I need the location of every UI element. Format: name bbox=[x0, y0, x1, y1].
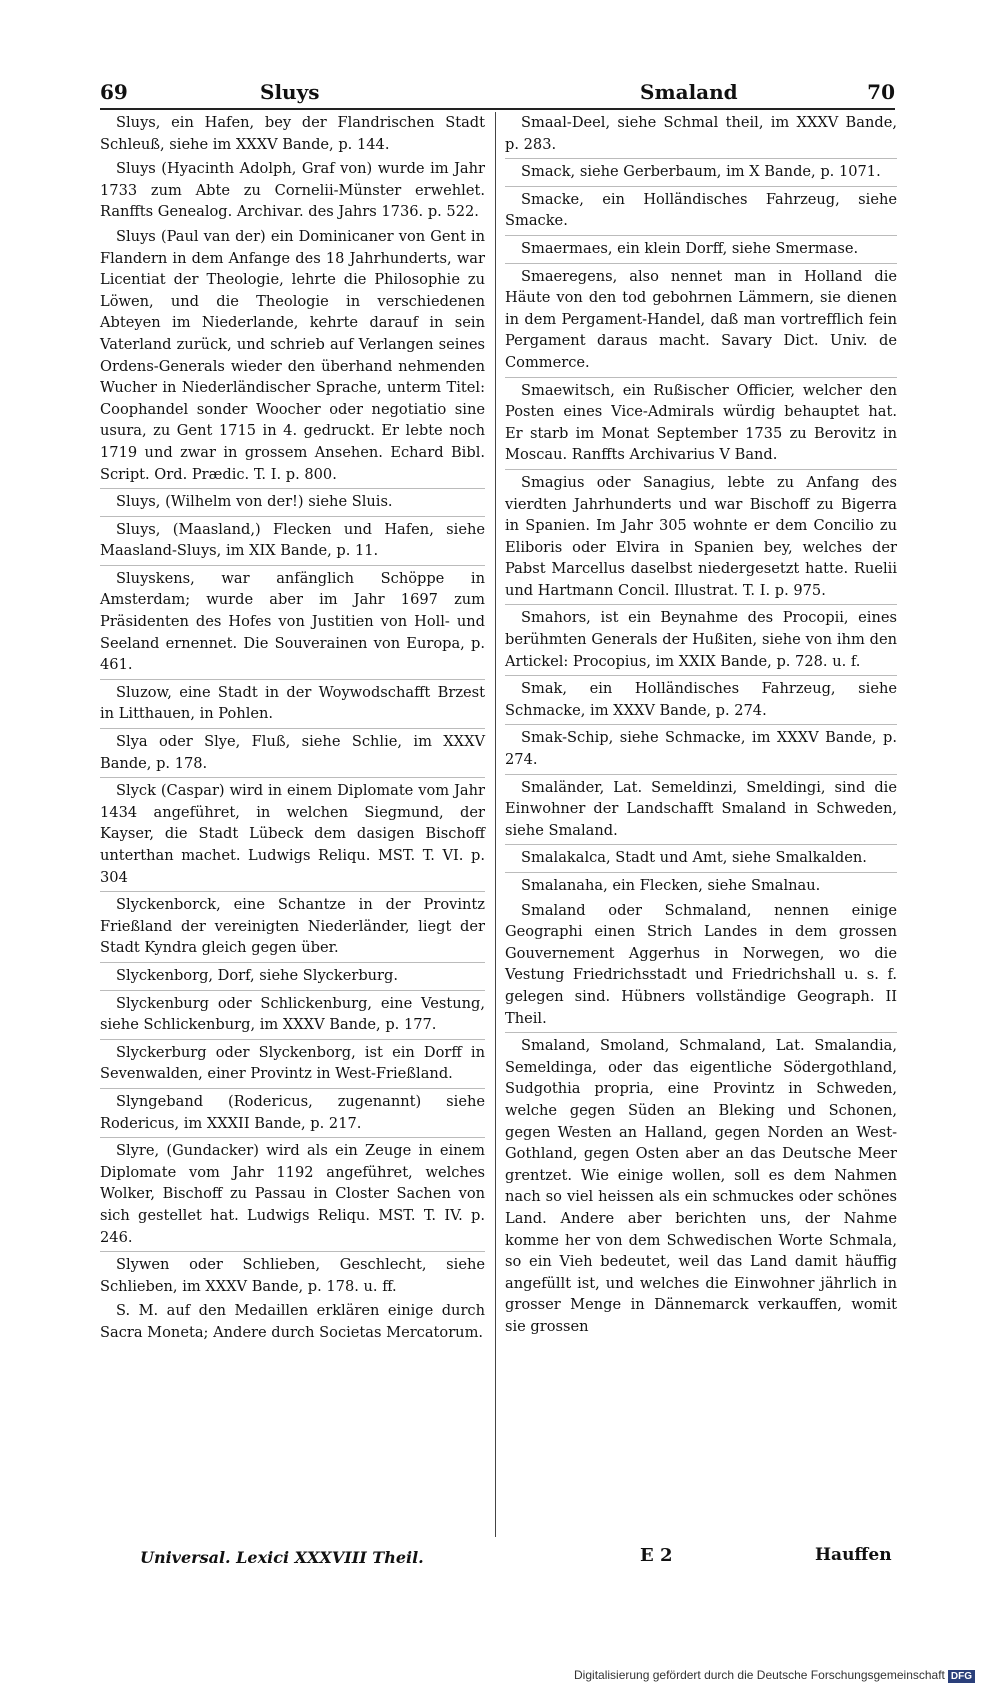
volume-footer: Universal. Lexici XXXVIII Theil. bbox=[140, 1548, 424, 1567]
signature-mark: E 2 bbox=[640, 1545, 673, 1566]
right-page-number: 70 bbox=[867, 80, 895, 104]
left-column bbox=[100, 112, 485, 1346]
entry: Sluys, (Maasland,) Flecken und Hafen, siehe Maasland-Sluys, im XIX Bande, p. 11. bbox=[100, 516, 485, 562]
entry: Sluys, (Wilhelm von der!) siehe Sluis. bbox=[100, 488, 485, 513]
entry: Sluys (Paul van der) ein Dominicaner von Gent in Flandern in dem Anfange des 18 Jahrhunderts, war Licentiat der Theologie, lehrte die Philosophie zu Löwen, und die Theologie in verschiedenen Abteyen im Niederlande, kehrte darauf in sein Vaterland zurück, und schrieb auf Verlangen seines Ordens-Generals wieder den überhand nehmenden Wucher in Niederländischer Sprache, unterm Titel: Coophandel sonder Woocher oder negotiatio sine usura, zu Gent 1715 in 4. gedruckt. Er lebte noch 1719 und zwar in grossem Ansehen. Echard Bibl. Script. Ord. Prædic. T. I. p. 800. bbox=[100, 227, 485, 483]
running-header bbox=[100, 78, 895, 110]
left-running-head: Sluys bbox=[260, 80, 320, 104]
left-page-number: 69 bbox=[100, 80, 128, 104]
entry: Smalanaha, ein Flecken, siehe Smalnau. bbox=[505, 872, 897, 897]
entry: Smak-Schip, siehe Schmacke, im XXXV Bande, p. 274. bbox=[505, 724, 897, 770]
entry: Sluyskens, war anfänglich Schöppe in Amsterdam; wurde aber im Jahr 1697 zum Präsidenten des Hofes von Justitien von Holl- und Seeland ernennet. Die Souverainen von Europa, p. 461. bbox=[100, 565, 485, 676]
entry: Smalakalca, Stadt und Amt, siehe Smalkalden. bbox=[505, 844, 897, 869]
entry: Smack, siehe Gerberbaum, im X Bande, p. 1071. bbox=[505, 158, 897, 183]
catchword: Hauffen bbox=[815, 1545, 892, 1565]
entry: S. M. auf den Medaillen erklären einige durch Sacra Moneta; Andere durch Societas Mercatorum. bbox=[100, 1302, 485, 1341]
entry: Smaland, Smoland, Schmaland, Lat. Smalandia, Semeldinga, oder das eigentliche Södergothland, Sudgothia propria, eine Provintz in Schweden, welche gegen Süden an Bleking und Schonen, gegen Westen an Halland, gegen Norden an West-Gothland, gegen Osten aber an das Deutsche Meer grentzet. Wie einige wollen, soll es dem Nahmen nach so viel heissen als ein schmuckes oder schönes Land. Andere aber berichten uns, der Nahme komme her von dem Schwedischen Worte Schmala, so ein Vieh bedeutet, weil das Land damit häuffig angefüllt ist, und welches die Einwohner jährlich in grosser Menge in Dännemarck verkauffen, womit sie grossen bbox=[505, 1032, 897, 1337]
right-running-head: Smaland bbox=[640, 80, 738, 104]
entry: Smaewitsch, ein Rußischer Officier, welcher den Posten eines Vice-Admirals würdig behauptet hat. Er starb im Monat September 1735 zu Berovitz in Moscau. Ranffts Archivarius V Band. bbox=[505, 377, 897, 466]
entry: Slyckenborg, Dorf, siehe Slyckerburg. bbox=[100, 962, 485, 987]
entry: Sluys (Hyacinth Adolph, Graf von) wurde im Jahr 1733 zum Abte zu Cornelii-Münster erwehlet. Ranffts Genealog. Archivar. des Jahrs 1736. p. 522. bbox=[100, 160, 485, 221]
entry: Slyckenburg oder Schlickenburg, eine Vestung, siehe Schlickenburg, im XXXV Bande, p. 177. bbox=[100, 990, 485, 1036]
entry: Slyngeband (Rodericus, zugenannt) siehe Rodericus, im XXXII Bande, p. 217. bbox=[100, 1088, 485, 1134]
entry: Smak, ein Holländisches Fahrzeug, siehe Schmacke, im XXXV Bande, p. 274. bbox=[505, 675, 897, 721]
entry: Smaland oder Schmaland, nennen einige Geographi einen Strich Landes in dem grossen Gouvernement Aggerhus in Norwegen, wo die Vestung Friedrichsstadt und Friedrichshall u. s. f. gelegen sind. Hübners vollständige Geograph. II Theil. bbox=[505, 901, 897, 1027]
entry: Slyre, (Gundacker) wird als ein Zeuge in einem Diplomate vom Jahr 1192 angeführet, welches Wolker, Bischoff zu Passau in Closter Sachen von sich gestellet hat. Ludwigs Reliqu. MST. T. IV. p. 246. bbox=[100, 1137, 485, 1248]
digitization-credit bbox=[495, 1668, 975, 1686]
entry: Slyckenborck, eine Schantze in der Provintz Frießland der vereinigten Niederländer, liegt der Stadt Kyndra gleich gegen über. bbox=[100, 891, 485, 959]
entry: Smaländer, Lat. Semeldinzi, Smeldingi, sind die Einwohner der Landschafft Smaland in Schweden, siehe Smaland. bbox=[505, 774, 897, 842]
entry: Smaeregens, also nennet man in Holland die Häute von den tod gebohrnen Lämmern, sie dienen in dem Pergament-Handel, daß man vortrefflich fein Pergament daraus macht. Savary Dict. Univ. de Commerce. bbox=[505, 263, 897, 374]
column-divider bbox=[495, 112, 496, 1537]
digitization-note: Digitalisierung gefördert durch die Deutsche Forschungsgemeinschaft bbox=[574, 1668, 945, 1682]
entry: Smahors, ist ein Beynahme des Procopii, eines berühmten Generals der Hußiten, siehe von ihm den Artickel: Procopius, im XXIX Bande, p. 728. u. f. bbox=[505, 604, 897, 672]
entry: Smacke, ein Holländisches Fahrzeug, siehe Smacke. bbox=[505, 186, 897, 232]
right-column bbox=[505, 112, 897, 1340]
entry: Smagius oder Sanagius, lebte zu Anfang des vierdten Jahrhunderts und war Bischoff zu Bigerra in Spanien. Im Jahr 305 wohnte er dem Concilio zu Eliboris oder Elvira in Spanien bey, welches der Pabst Marcellus daselbst niedergesetzt hatte. Ruelii und Hartmann Concil. Illustrat. T. I. p. 975. bbox=[505, 469, 897, 602]
entry: Smaal-Deel, siehe Schmal theil, im XXXV Bande, p. 283. bbox=[505, 114, 897, 153]
entry: Slyck (Caspar) wird in einem Diplomate vom Jahr 1434 angeführet, in welchen Siegmund, der Kayser, die Stadt Lübeck dem dasigen Bischoff unterthan machet. Ludwigs Reliqu. MST. T. VI. p. 304 bbox=[100, 777, 485, 888]
entry: Sluzow, eine Stadt in der Woywodschafft Brzest in Litthauen, in Pohlen. bbox=[100, 679, 485, 725]
entry: Slywen oder Schlieben, Geschlecht, siehe Schlieben, im XXXV Bande, p. 178. u. ff. bbox=[100, 1251, 485, 1297]
entry: Slyckerburg oder Slyckenborg, ist ein Dorff in Sevenwalden, einer Provintz in West-Frießland. bbox=[100, 1039, 485, 1085]
dfg-logo: DFG bbox=[948, 1670, 975, 1683]
entry: Smaermaes, ein klein Dorff, siehe Smermase. bbox=[505, 235, 897, 260]
entry: Sluys, ein Hafen, bey der Flandrischen Stadt Schleuß, siehe im XXXV Bande, p. 144. bbox=[100, 114, 485, 153]
entry: Slya oder Slye, Fluß, siehe Schlie, im XXXV Bande, p. 178. bbox=[100, 728, 485, 774]
